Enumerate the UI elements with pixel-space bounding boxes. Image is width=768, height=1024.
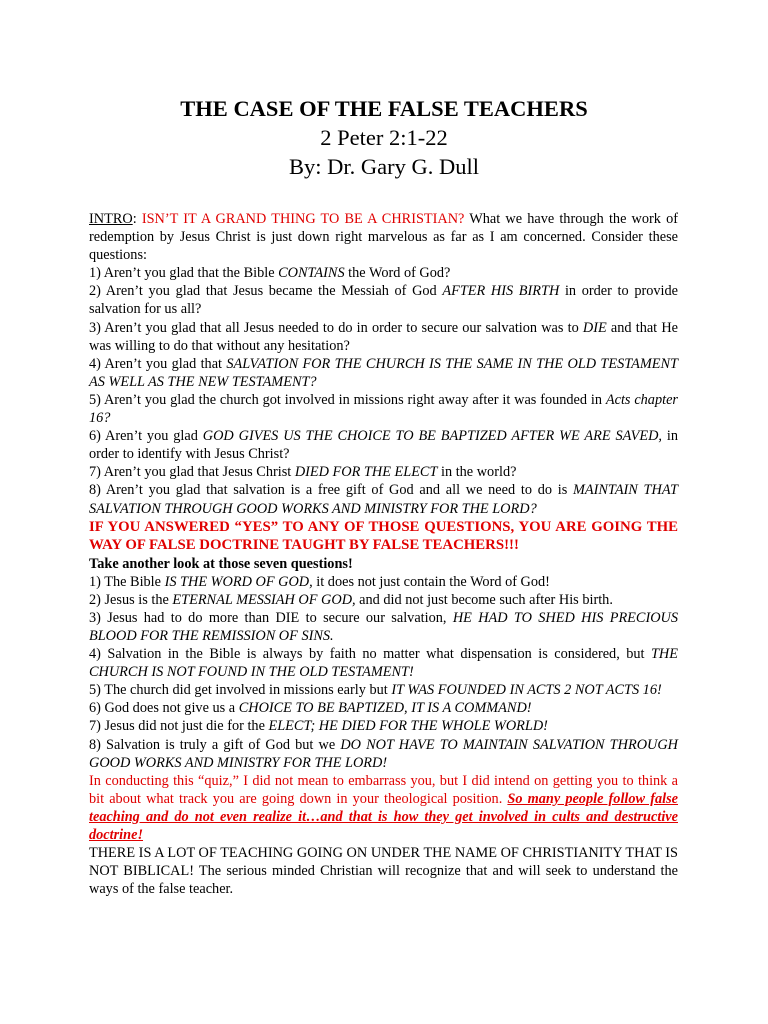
question-item-em: CONTAINS [278,265,345,282]
document-body [89,210,678,898]
question-item-pre: 7) Aren’t you glad that Jesus Christ [89,464,295,481]
question-item-em: DIE [582,319,607,336]
question-item [89,481,678,517]
scripture-reference: 2 Peter 2:1-22 [320,125,448,150]
document-title: THE CASE OF THE FALSE TEACHERS [180,96,588,121]
question-item-em: Acts chapter 16? [89,391,678,427]
answer-item-pre: 4) Salvation in the Bible is always by faith no matter what dispensation is considered, but [89,646,651,663]
question-item-post: in order to provide salvation for us all? [89,283,678,318]
warning-statement: IF YOU ANSWERED “YES” TO ANY OF THOSE QUESTIONS, YOU ARE GOING THE WAY OF FALSE DOCTRINE TAUGHT BY FALSE TEACHERS!!! [89,518,678,554]
question-item [89,282,678,318]
answer-item-pre: 7) Jesus did not just die for the [89,718,269,735]
answer-item-em: ETERNAL MESSIAH OF GOD, [172,591,356,608]
question-item [89,463,678,481]
answer-item-post: and did not just become such after His birth. [355,591,613,608]
intro-headline: ISN’T IT A GRAND THING TO BE A CHRISTIAN? [141,211,465,227]
intro-label: INTRO [89,211,133,227]
answer-item-em: ELECT; HE DIED FOR THE WHOLE WORLD! [268,718,548,735]
quiz-note-text: In conducting this “quiz,” I did not mean to embarrass you, but I did intend on getting you to think a bit about what track you are going down in your theological position. [89,772,678,807]
question-item-em: AFTER HIS BIRTH [442,283,560,300]
answer-item-em: THE CHURCH IS NOT FOUND IN THE OLD TESTAMENT! [89,646,678,681]
answer-item [89,645,678,681]
question-item-pre: 6) Aren’t you glad [89,428,203,445]
quiz-note-paragraph [89,772,678,844]
intro-text: What we have through the work of redemption by Jesus Christ is just down right marvelous as far as I am concerned. Consider these questions: [89,211,678,264]
question-item-post: and that He was willing to do that without any hesitation? [89,319,678,354]
question-item-em: DIED FOR THE ELECT [294,464,438,481]
answer-item-pre: 1) The Bible [89,573,165,590]
question-item-em: SALVATION FOR THE CHURCH IS THE SAME IN THE OLD TESTAMENT AS WELL AS THE NEW TESTAMENT? [89,355,678,390]
answer-item [89,573,678,591]
answer-item-em: IS THE WORD OF GOD, [164,573,313,590]
answer-item [89,736,678,772]
question-item [89,319,678,355]
questions-list [89,264,678,517]
answers-list [89,573,678,772]
question-item-pre: 4) Aren’t you glad that [89,355,227,372]
answer-item [89,681,678,699]
answer-item-post: it does not just contain the Word of God! [312,573,550,590]
intro-paragraph [89,210,678,264]
answer-item [89,591,678,609]
question-item [89,391,678,427]
answer-item-em: HE HAD TO SHED HIS PRECIOUS BLOOD FOR THE REMISSION OF SINS. [89,609,679,644]
question-item-pre: 5) Aren’t you glad the church got involved in missions right away after it was founded in [89,391,606,408]
answer-item-pre: 8) Salvation is truly a gift of God but we [89,736,341,753]
answer-item [89,609,678,645]
answer-item-pre: 5) The church did get involved in missions early but [89,682,392,699]
quiz-note-emphasis: So many people follow false teaching and do not even realize it…and that is how they get involved in cults and destructive doctrine! [89,790,678,843]
question-item-post: in order to identify with Jesus Christ? [89,428,678,463]
answer-item-em: IT WAS FOUNDED IN ACTS 2 NOT ACTS 16! [391,682,662,699]
question-item-pre: 8) Aren’t you glad that salvation is a free gift of God and all we need to do is [89,482,573,499]
question-item-em: GOD GIVES US THE CHOICE TO BE BAPTIZED AFTER WE ARE SAVED, [202,428,662,445]
look-again-heading: Take another look at those seven questions! [89,555,353,572]
answer-item [89,717,678,735]
answer-item [89,699,678,717]
question-item-post: in the world? [437,464,517,481]
question-item-pre: 1) Aren’t you glad that the Bible [89,265,279,282]
question-item-post: the Word of God? [344,265,451,282]
question-item-em: MAINTAIN THAT SALVATION THROUGH GOOD WORKS AND MINISTRY FOR THE LORD? [89,482,678,517]
question-item [89,264,678,282]
answer-item-pre: 3) Jesus had to do more than DIE to secure our salvation, [89,609,453,626]
closing-paragraph: THERE IS A LOT OF TEACHING GOING ON UNDER THE NAME OF CHRISTIANITY THAT IS NOT BIBLICAL! The serious minded Christian will recognize that and will seek to understand the ways of the false teacher. [89,845,678,898]
answer-item-em: DO NOT HAVE TO MAINTAIN SALVATION THROUGH GOOD WORKS AND MINISTRY FOR THE LORD! [89,736,678,771]
question-item [89,427,678,463]
answer-item-em: CHOICE TO BE BAPTIZED, IT IS A COMMAND! [238,700,532,717]
question-item-pre: 3) Aren’t you glad that all Jesus needed to do in order to secure our salvation was to [89,319,583,336]
author-line: By: Dr. Gary G. Dull [289,154,479,179]
question-item-pre: 2) Aren’t you glad that Jesus became the Messiah of God [89,283,443,300]
intro-colon: : [132,211,142,227]
question-item [89,355,678,391]
answer-item-pre: 2) Jesus is the [89,591,173,608]
document-header [0,94,768,181]
answer-item-pre: 6) God does not give us a [89,700,239,717]
